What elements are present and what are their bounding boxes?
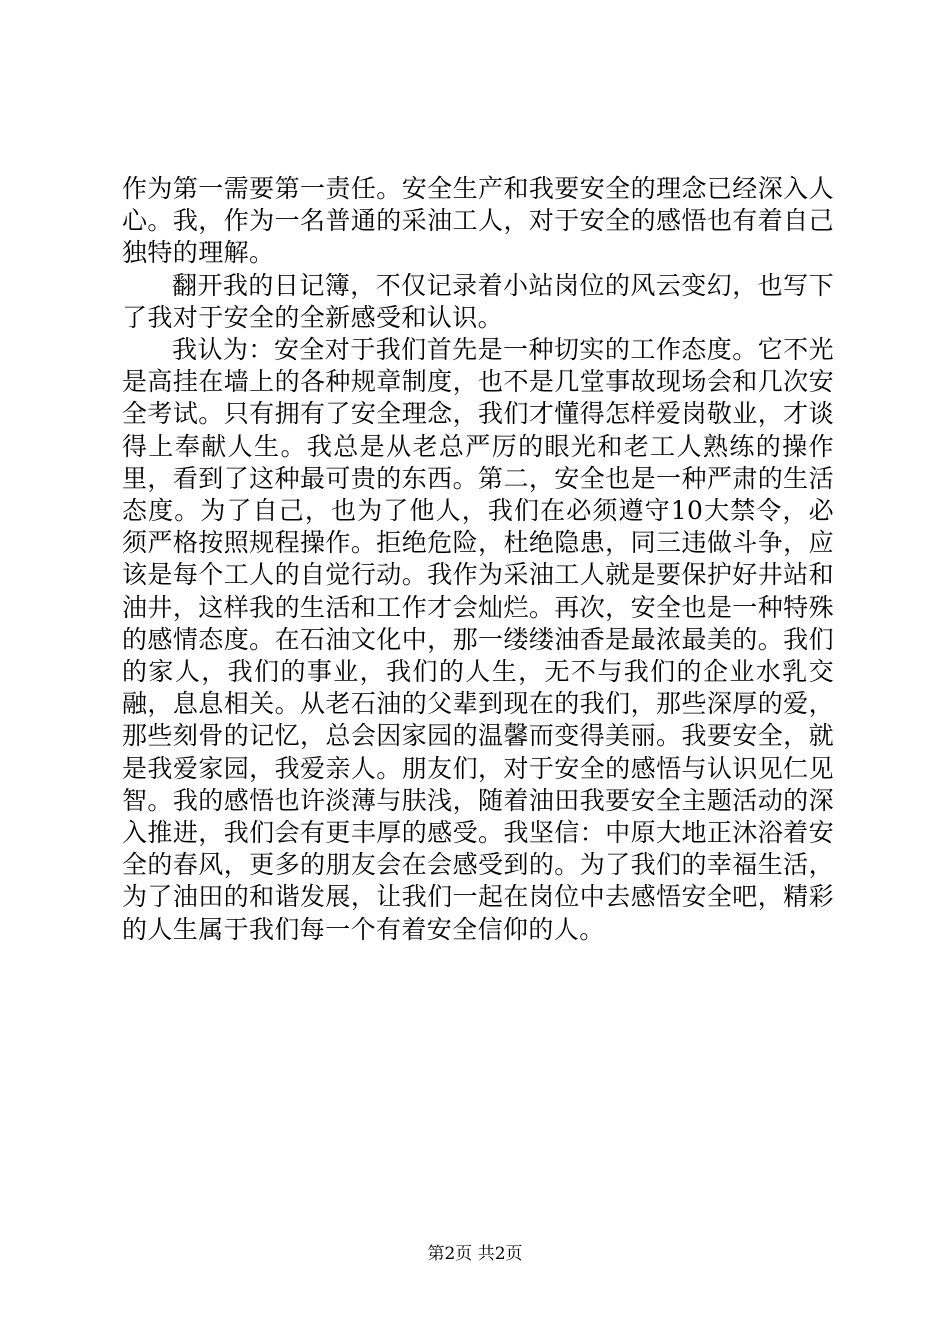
- paragraph-1: 作为第一需要第一责任。安全生产和我要安全的理念已经深入人心。我，作为一名普通的采油工人，对于安全的感悟也有着自己独特的理解。: [122, 174, 834, 268]
- document-body: [122, 173, 834, 946]
- page-footer: [0, 1243, 950, 1265]
- page-number-label: 第2页 共2页: [427, 1244, 523, 1264]
- paragraph-3: 我认为：安全对于我们首先是一种切实的工作态度。它不光是高挂在墙上的各种规章制度，也不是几堂事故现场会和几次安全考试。只有拥有了安全理念，我们才懂得怎样爱岗敬业，才谈得上奉献人生。我总是从老总严厉的眼光和老工人熟练的操作里，看到了这种最可贵的东西。第二，安全也是一种严肃的生活态度。为了自己，也为了他人，我们在必须遵守10大禁令，必须严格按照规程操作。拒绝危险，杜绝隐患，同三违做斗争，应该是每个工人的自觉行动。我作为采油工人就是要保护好井站和油井，这样我的生活和工作才会灿烂。再次，安全也是一种特殊的感情态度。在石油文化中，那一缕缕油香是最浓最美的。我们的家人，我们的事业，我们的人生，无不与我们的企业水乳交融，息息相关。从老石油的父辈到现在的我们，那些深厚的爱，那些刻骨的记忆，总会因家园的温馨而变得美丽。我要安全，就是我爱家园，我爱亲人。朋友们，对于安全的感悟与认识见仁见智。我的感悟也许淡薄与肤浅，随着油田我要安全主题活动的深入推进，我们会有更丰厚的感受。我坚信：中原大地正沐浴着安全的春风，更多的朋友会在会感受到的。为了我们的幸福生活，为了油田的和谐发展，让我们一起在岗位中去感悟安全吧，精彩的人生属于我们每一个有着安全信仰的人。: [122, 335, 834, 944]
- paragraph-2: 翻开我的日记簿，不仅记录着小站岗位的风云变幻，也写下了我对于安全的全新感受和认识。: [122, 270, 834, 332]
